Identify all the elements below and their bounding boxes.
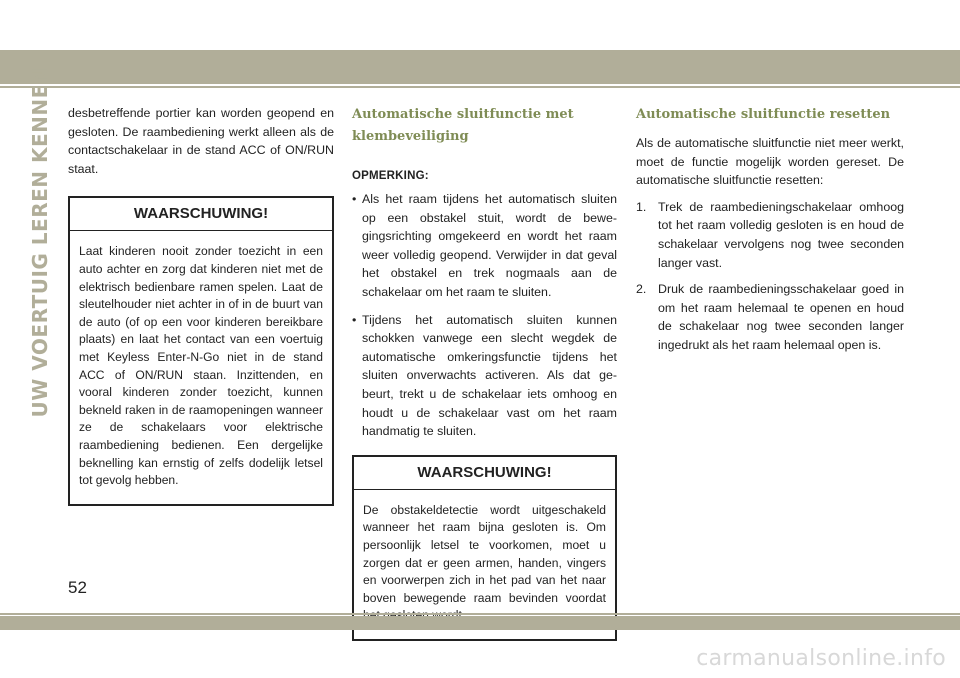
bottom-rule	[0, 613, 960, 615]
intro-paragraph: desbetreffende portier kan worden geopend en gesloten. De raambediening werkt alleen als de contactschakelaar in de stand ACC of ON/RUN staat.	[68, 106, 334, 176]
warning-text: Laat kinderen nooit zonder toezicht in een auto achter en zorg dat kinderen niet met de elektrisch bedienbare ramen spelen. Laat de sleutelhouder niet achter in of in de buurt van de auto (of op een voor kinderen bereikbare plaats) en laat het contact van een voertuig met Keyless Enter-N-Go niet in de stand ACC of ON/RUN staan. Inzittenden, en vooral kinderen zonder toezicht, kunnen bekneld raken in de raamopeningen wanneer ze de schakelaars voor elektrische raambediening bedienen. Een dergelijke beknelling kan ernstig of zelfs dodelijk letsel tot gevolg hebben.	[79, 244, 323, 488]
bullet-mark: •	[352, 312, 357, 327]
bottom-decorative-band	[0, 616, 960, 630]
list-item	[636, 280, 904, 354]
column-2	[352, 104, 617, 641]
warning-title: WAARSCHUWING!	[354, 457, 615, 490]
warning-box-children	[68, 196, 334, 505]
side-title	[28, 66, 52, 418]
section-heading-anti-pinch: Automatische sluitfunctie met klembeveiliging	[352, 107, 574, 144]
list-item	[352, 311, 617, 441]
step-number: 1.	[636, 199, 647, 214]
warning-text: De obstakeldetectie wordt uitgeschakeld wanneer het raam bijna gesloten is. Om persoonlijk letsel te voorkomen, moet u zorgen dat er geen armen, handen, vingers en voorwerpen zich in het pad van het naar boven bewegende raam bevinden voordat	[363, 502, 606, 605]
note-label: OPMERKING:	[352, 170, 429, 182]
side-title-text: UW VOERTUIG LEREN KENNEN	[28, 66, 52, 418]
watermark-text: carmanualsonline.info	[696, 646, 946, 671]
list-item	[636, 198, 904, 272]
section-heading-reset: Automatische sluitfunctie resetten	[636, 107, 891, 122]
bullet-text: Als het raam tijdens het automatisch sluiten op een obstakel stuit, wordt de bewegingsrichting omgekeerd en wordt het raam weer volledig geopend. Verwijder in dat geval het obstakel en trek nogmaals aan de schakelaar om het raam te sluiten.	[362, 192, 617, 299]
step-text: Trek de raambedieningschakelaar omhoog tot het raam volledig gesloten is en houd de schakelaar vervolgens nog twee seconden langer vast.	[658, 199, 904, 270]
bullet-mark: •	[352, 192, 357, 206]
step-text: Druk de raambedieningsschakelaar goed in om het raam helemaal te openen en houd de schakelaar nog twee seconden langer ingedrukt als het raam helemaal open is.	[658, 282, 904, 352]
page-number: 52	[68, 578, 87, 597]
list-item	[352, 190, 617, 302]
reset-intro: Als de automatische sluitfunctie niet meer werkt, moet de functie mogelijk worden gereset. De automatische sluitfunctie resetten:	[636, 136, 904, 188]
warning-title: WAARSCHUWING!	[70, 198, 332, 231]
top-decorative-band	[0, 50, 960, 84]
column-1	[68, 104, 334, 506]
bullet-text: Tijdens het automatisch sluiten kunnen schokken vanwege een slecht wegdek de automatische omkeringsfunctie tijdens het sluiten onverwachts activeren. Als dat gebeurt, trekt u de schakelaar iets omhoog en houdt u de schakelaar vast om het raam handmatig te sluiten.	[362, 312, 617, 439]
step-number: 2.	[636, 282, 647, 297]
top-rule	[0, 86, 960, 88]
column-3	[636, 104, 904, 363]
